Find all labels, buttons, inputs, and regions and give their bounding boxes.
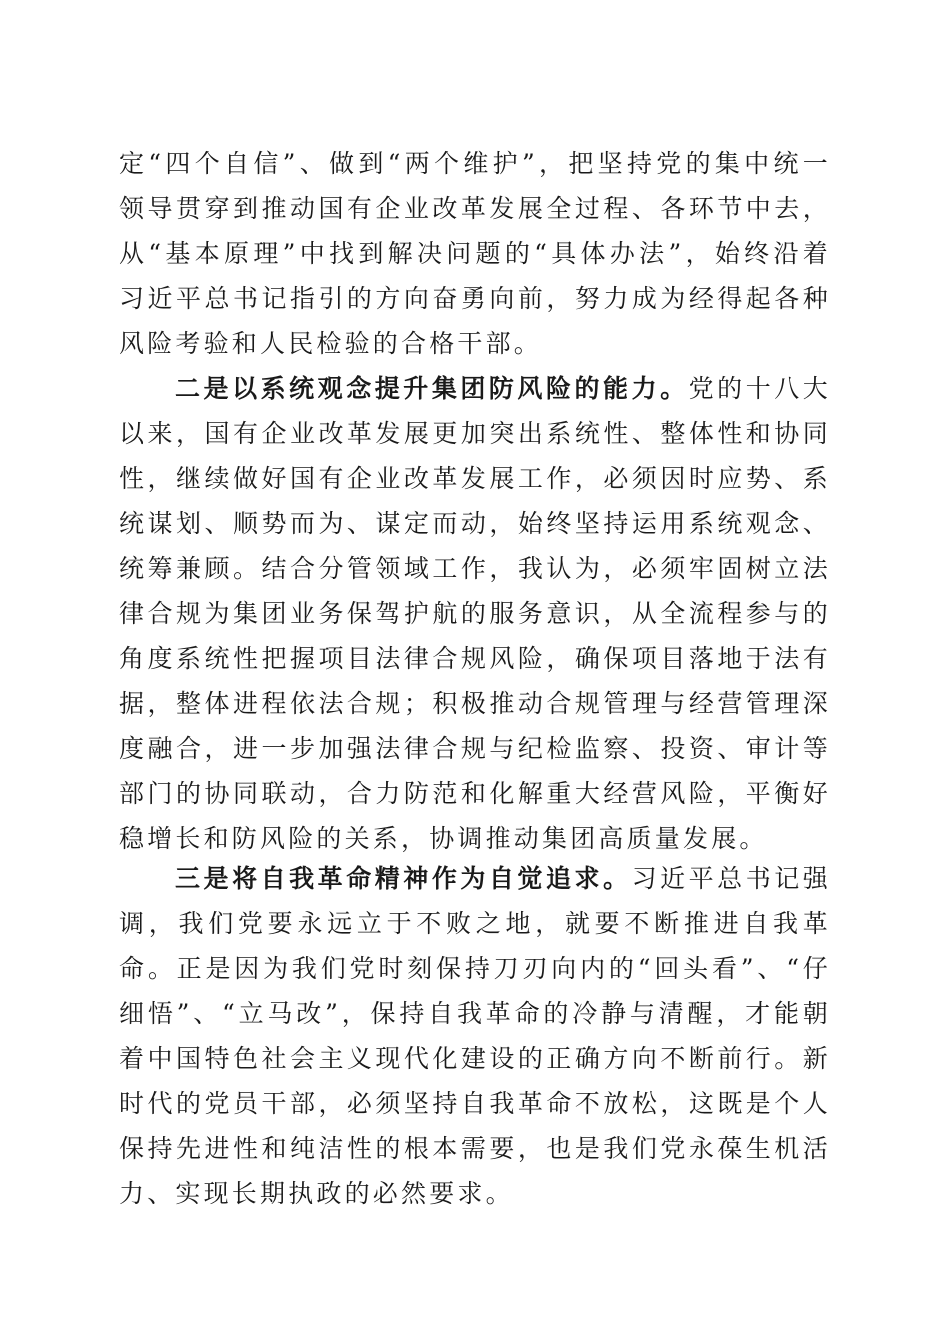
paragraph-lead: 二是以系统观念提升集团防风险的能力。 [175, 374, 689, 403]
paragraph-point-three [119, 856, 831, 1216]
paragraph-body [119, 366, 831, 861]
paragraph-continuation [119, 141, 831, 366]
paragraph-body [119, 856, 831, 1216]
paragraph-text: 习近平总书记强调，我们党要永远立于不败之地，就要不断推进自我革命。正是因为我们党时刻保持刀刃向内的“回头看”、“仔细悟”、“立马改”，保持自我革命的冷静与清醒，才能朝着中国特色社会主义现代化建设的正确方向不断前行。新时代的党员干部，必须坚持自我革命不放松，这既是个人保持先进性和纯洁性的根本需要，也是我们党永葆生机活力、实现长期执政的必然要求。 [119, 864, 831, 1208]
paragraph-text: 党的十八大以来，国有企业改革发展更加突出系统性、整体性和协同性，继续做好国有企业改革发展工作，必须因时应势、系统谋划、顺势而为、谋定而动，始终坚持运用系统观念、统筹兼顾。结合分管领域工作，我认为，必须牢固树立法律合规为集团业务保驾护航的服务意识，从全流程参与的角度系统性把握项目法律合规风险，确保项目落地于法有据，整体进程依法合规；积极推动合规管理与经营管理深度融合，进一步加强法律合规与纪检监察、投资、审计等部门的协同联动，合力防范和化解重大经营风险，平衡好稳增长和防风险的关系，协调推动集团高质量发展。 [119, 374, 831, 853]
paragraph-lead: 三是将自我革命精神作为自觉追求。 [175, 864, 632, 893]
paragraph-point-two [119, 366, 831, 861]
paragraph-text: 定“四个自信”、做到“两个维护”，把坚持党的集中统一领导贯穿到推动国有企业改革发展全过程、各环节中去，从“基本原理”中找到解决问题的“具体办法”，始终沿着习近平总书记指引的方向奋勇向前，努力成为经得起各种风险考验和人民检验的合格干部。 [119, 149, 831, 358]
